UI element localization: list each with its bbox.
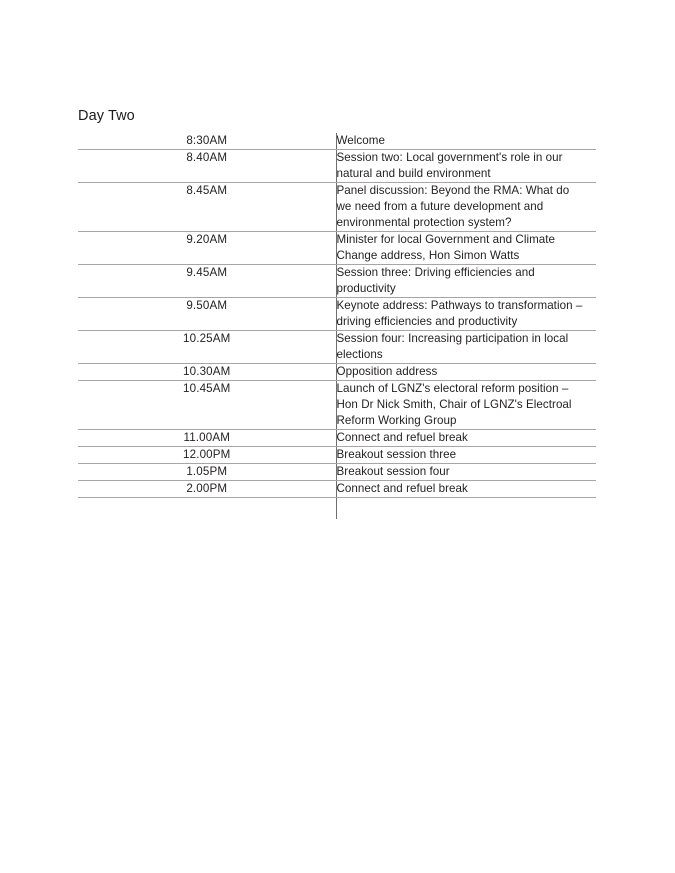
table-row xyxy=(78,133,596,150)
session-time-cell: 9.45AM xyxy=(78,265,336,298)
table-row xyxy=(78,481,596,498)
session-description-line: Keynote address: Pathways to transformation – xyxy=(336,299,583,312)
session-description-line: Session two: Local government's role in our xyxy=(336,151,563,164)
table-row xyxy=(78,381,596,430)
session-description-line: driving efficiencies and productivity xyxy=(336,315,518,328)
session-description-cell xyxy=(336,150,596,183)
table-row xyxy=(78,265,596,298)
agenda-table-container xyxy=(78,133,596,498)
session-description-line: Breakout session three xyxy=(336,448,457,461)
session-time-cell: 9.50AM xyxy=(78,298,336,331)
session-time-cell: 10.45AM xyxy=(78,381,336,430)
session-description-line: Reform Working Group xyxy=(336,414,457,427)
table-row xyxy=(78,447,596,464)
session-description-line: Connect and refuel break xyxy=(336,431,468,444)
table-row xyxy=(78,331,596,364)
session-description-line: Session four: Increasing participation in local xyxy=(336,332,569,345)
session-description-cell xyxy=(336,183,596,232)
session-description-line: Welcome xyxy=(336,134,385,147)
agenda-table-body xyxy=(78,133,596,498)
page-title: Day Two xyxy=(78,108,135,124)
session-description-line: Opposition address xyxy=(336,365,438,378)
session-description-cell xyxy=(336,481,596,498)
session-description-line: Hon Dr Nick Smith, Chair of LGNZ's Electroal xyxy=(336,398,572,411)
session-description-cell xyxy=(336,232,596,265)
session-description-line: Connect and refuel break xyxy=(336,482,468,495)
session-description-cell xyxy=(336,364,596,381)
session-time-cell: 11.00AM xyxy=(78,430,336,447)
session-description-line: environmental protection system? xyxy=(336,216,512,229)
session-description-line: Change address, Hon Simon Watts xyxy=(336,249,520,262)
table-row xyxy=(78,298,596,331)
session-description-cell xyxy=(336,298,596,331)
table-row xyxy=(78,232,596,265)
session-description-line: Session three: Driving efficiencies and xyxy=(336,266,535,279)
session-description-cell xyxy=(336,133,596,150)
session-time-cell: 10.25AM xyxy=(78,331,336,364)
session-time-cell: 10.30AM xyxy=(78,364,336,381)
session-time-cell: 2.00PM xyxy=(78,481,336,498)
session-time-cell: 9.20AM xyxy=(78,232,336,265)
session-description-line: Panel discussion: Beyond the RMA: What do xyxy=(336,184,570,197)
agenda-table-bottom-edge xyxy=(78,518,596,519)
table-row xyxy=(78,150,596,183)
session-description-cell xyxy=(336,381,596,430)
session-description-line: Breakout session four xyxy=(336,465,450,478)
session-description-cell xyxy=(336,331,596,364)
table-row xyxy=(78,364,596,381)
session-description-cell xyxy=(336,430,596,447)
session-description-line: natural and build environment xyxy=(336,167,491,180)
table-row xyxy=(78,464,596,481)
session-description-cell xyxy=(336,447,596,464)
session-description-cell xyxy=(336,464,596,481)
column-divider-bottom-stub xyxy=(336,498,337,519)
session-description-line: we need from a future development and xyxy=(336,200,544,213)
session-description-line: elections xyxy=(336,348,383,361)
table-row xyxy=(78,430,596,447)
session-time-cell: 8:30AM xyxy=(78,133,336,150)
session-description-line: Launch of LGNZ's electoral reform position – xyxy=(336,382,569,395)
session-time-cell: 8.45AM xyxy=(78,183,336,232)
session-time-cell: 12.00PM xyxy=(78,447,336,464)
column-divider-top-stub xyxy=(336,133,337,147)
agenda-table xyxy=(78,133,596,498)
session-time-cell: 1.05PM xyxy=(78,464,336,481)
session-description-line: productivity xyxy=(336,282,396,295)
table-row xyxy=(78,183,596,232)
session-description-line: Minister for local Government and Climate xyxy=(336,233,556,246)
session-time-cell: 8.40AM xyxy=(78,150,336,183)
session-description-cell xyxy=(336,265,596,298)
